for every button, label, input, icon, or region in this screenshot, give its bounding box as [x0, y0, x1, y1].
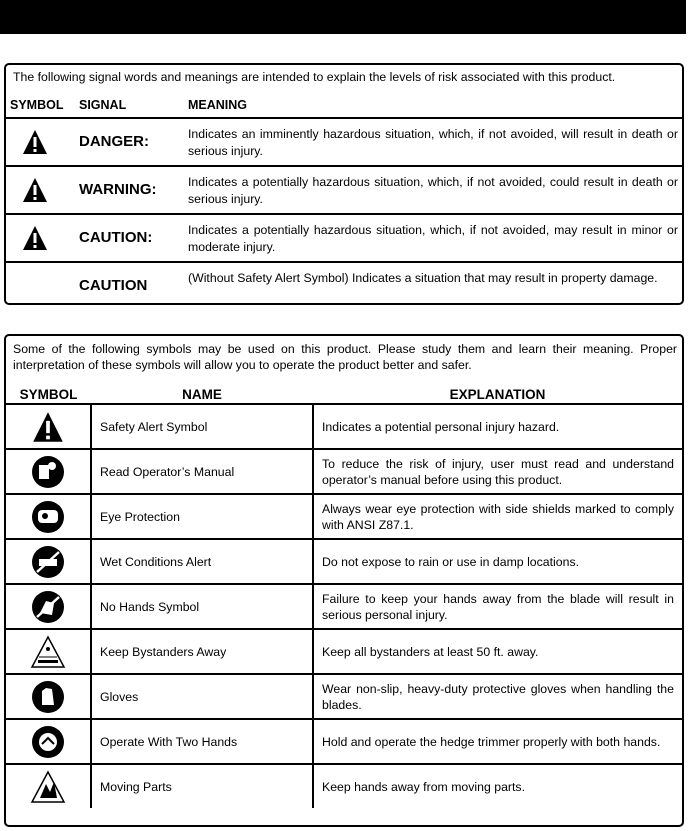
two-hands-icon — [6, 724, 90, 760]
header-symbol: SYMBOL — [10, 98, 64, 112]
signal-word: DANGER: — [79, 133, 149, 150]
symbol-name: Keep Bystanders Away — [91, 629, 313, 674]
symbol-name: Safety Alert Symbol — [91, 404, 313, 449]
safety-alert-icon — [6, 411, 90, 443]
header-signal: SIGNAL — [79, 98, 127, 112]
signal-meaning: Indicates an imminently hazardous situation, which, if not avoided, will result in death or serious injury. — [188, 127, 678, 158]
signal-words-box — [4, 63, 684, 305]
bystanders-icon — [6, 635, 90, 669]
signal-meaning: (Without Safety Alert Symbol) Indicates a situation that may result in property damage. — [188, 271, 658, 285]
signal-row — [6, 261, 682, 310]
table-row — [6, 674, 682, 719]
signal-meaning: Indicates a potentially hazardous situation, which, if not avoided, could result in death or serious injury. — [188, 175, 678, 206]
symbol-cell — [6, 539, 91, 584]
symbol-explanation: Always wear eye protection with side shields marked to comply with ANSI Z87.1. — [313, 494, 682, 539]
read-manual-icon — [6, 454, 90, 490]
symbol-explanation: To reduce the risk of injury, user must read and understand operator’s manual before using this product. — [313, 449, 682, 494]
signal-row — [6, 117, 682, 166]
symbol-name: Wet Conditions Alert — [91, 539, 313, 584]
symbol-name: Operate With Two Hands — [91, 719, 313, 764]
safety-alert-icon — [22, 177, 48, 203]
symbol-name: Gloves — [91, 674, 313, 719]
table-row — [6, 494, 682, 539]
table-row — [6, 719, 682, 764]
no-hands-icon — [6, 589, 90, 625]
symbol-explanation: Hold and operate the hedge trimmer properly with both hands. — [313, 719, 682, 764]
table-row — [6, 449, 682, 494]
table-row — [6, 584, 682, 629]
symbol-cell — [6, 719, 91, 764]
symbol-name: Read Operator’s Manual — [91, 449, 313, 494]
eye-protection-icon — [6, 499, 90, 535]
moving-parts-icon — [6, 770, 90, 804]
safety-alert-icon — [22, 129, 48, 155]
header-meaning: MEANING — [188, 98, 248, 112]
symbol-explanation: Failure to keep your hands away from the blade will result in serious personal injury. — [313, 584, 682, 629]
header-bar — [0, 0, 686, 34]
table-row — [6, 539, 682, 584]
symbols-intro: Some of the following symbols may be used on this product. Please study them and learn their meaning. Proper interpretation of these symbols will allow you to operate the product better and safer. — [13, 342, 677, 372]
symbol-explanation: Indicates a potential personal injury hazard. — [313, 404, 682, 449]
signal-word: CAUTION: — [79, 229, 153, 246]
symbol-explanation: Wear non-slip, heavy-duty protective gloves when handling the blades. — [313, 674, 682, 719]
signal-word: WARNING: — [79, 181, 157, 198]
symbol-cell — [6, 449, 91, 494]
symbol-cell — [6, 674, 91, 719]
symbol-explanation: Keep all bystanders at least 50 ft. away. — [313, 629, 682, 674]
signal-meaning: Indicates a potentially hazardous situation, which, if not avoided, may result in minor or moderate injury. — [188, 223, 678, 254]
signal-word: CAUTION — [79, 277, 148, 294]
gloves-icon — [6, 679, 90, 715]
symbol-name: Eye Protection — [91, 494, 313, 539]
symbol-name: No Hands Symbol — [91, 584, 313, 629]
table-row — [6, 404, 682, 449]
symbol-explanation: Keep hands away from moving parts. — [313, 764, 682, 808]
header-name: NAME — [182, 386, 222, 402]
signal-row — [6, 165, 682, 214]
wet-conditions-icon — [6, 544, 90, 580]
signal-intro: The following signal words and meanings are intended to explain the levels of risk associated with this product. — [13, 70, 616, 84]
symbols-box — [4, 334, 684, 827]
symbol-explanation: Do not expose to rain or use in damp locations. — [313, 539, 682, 584]
safety-alert-icon — [22, 225, 48, 251]
symbol-cell — [6, 404, 91, 449]
signal-row — [6, 213, 682, 262]
table-row — [6, 764, 682, 808]
table-row — [6, 629, 682, 674]
symbol-cell — [6, 629, 91, 674]
header-symbol: SYMBOL — [19, 386, 78, 402]
symbol-cell — [6, 764, 91, 808]
symbols-table — [6, 386, 682, 808]
symbol-name: Moving Parts — [91, 764, 313, 808]
symbol-cell — [6, 584, 91, 629]
symbol-cell — [6, 494, 91, 539]
header-explanation: EXPLANATION — [449, 386, 546, 402]
